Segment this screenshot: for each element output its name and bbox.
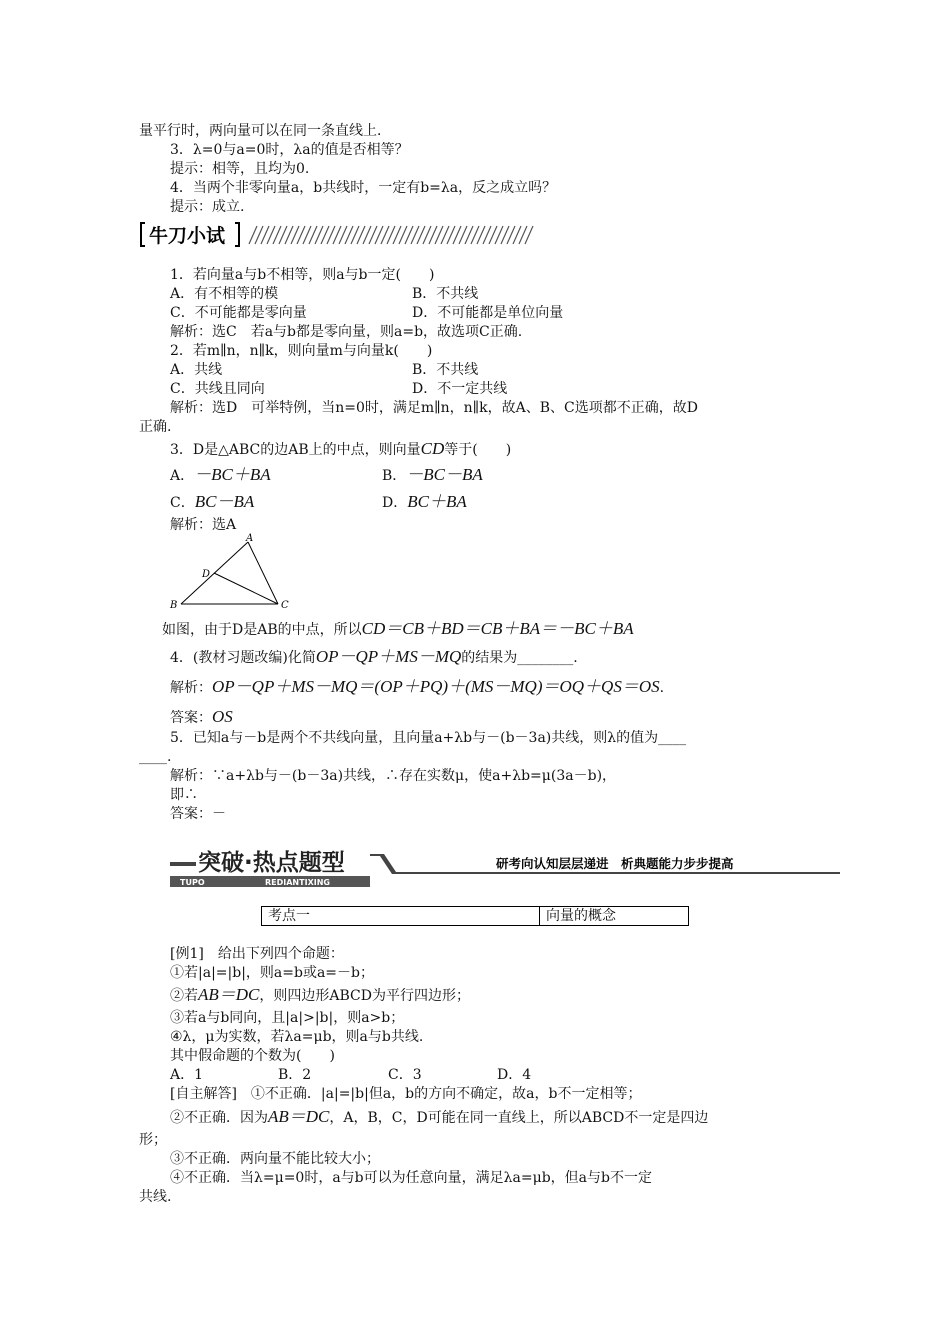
text-line: 提示：成立. [170, 199, 245, 215]
topic-name: 向量的概念 [540, 907, 689, 926]
solution-line: 共线. [139, 1189, 172, 1205]
question-stem: 其中假命题的个数为( ) [170, 1048, 335, 1064]
option-b: B．不共线 [412, 362, 479, 378]
option-label: D． [382, 495, 408, 511]
option-d: D．不一定共线 [412, 381, 508, 397]
explain-text: 如图，由于D是AB的中点，所以 [162, 622, 362, 638]
banner-pinyin: REDIANTIXING [265, 878, 330, 887]
vector-expr: CD [420, 439, 445, 458]
triangle-figure [168, 532, 298, 614]
proposition: ④λ，μ为实数，若λa=μb，则a与b共线. [170, 1029, 424, 1045]
answer-line: 解析：选D 可举特例，当n=0时，满足m∥n，n∥k，故A、B、C选项都不正确，故D [170, 400, 698, 416]
vector-expr: －BC＋BA [194, 465, 271, 484]
solution-text: ，A，B，C，D可能在同一直线上，所以ABCD不一定是四边 [329, 1110, 709, 1126]
stem-text: 等于( ) [444, 442, 512, 458]
text-line: 提示：相等，且均为0. [170, 161, 310, 177]
solution-line: [自主解答] ①不正确．|a|=|b|但a，b的方向不确定，故a，b不一定相等； [170, 1086, 642, 1102]
answer-label: 解析： [170, 680, 212, 696]
vector-expr: BC－BA [194, 492, 255, 511]
example-title: [例1] 给出下列四个命题： [170, 946, 344, 962]
vector-expr: OP－QP＋MS－MQ＝(OP＋PQ)＋(MS－MQ)＝OQ＋QS＝OS [212, 677, 660, 696]
vector-expr: －BC－BA [406, 465, 483, 484]
vector-expr: BC＋BA [407, 492, 467, 511]
proposition: ①若|a|=|b|，则a=b或a=－b； [170, 965, 374, 981]
text-line: 量平行时，两向量可以在同一条直线上． [139, 123, 391, 139]
option-d: D．4 [497, 1067, 532, 1083]
answer-line: 即∴ [170, 787, 198, 803]
question-stem [170, 648, 578, 667]
explanation-line [162, 620, 634, 639]
solution-line: 形； [139, 1132, 167, 1148]
option-label: C． [170, 495, 195, 511]
vertex-label-b: B [170, 600, 178, 611]
stem-text: 4．(教材习题改编)化简 [170, 650, 316, 666]
question-stem: ____. [139, 749, 172, 765]
solution-line [170, 1108, 708, 1127]
question-stem [170, 440, 511, 459]
option-d: D．不可能都是单位向量 [412, 305, 564, 321]
vector-expr: CD＝CB＋BD＝CB＋BA＝－BC＋BA [361, 619, 634, 638]
option-a: A．有不相等的模 [170, 286, 279, 302]
question-stem: 1．若向量a与b不相等，则a与b一定( ) [170, 267, 435, 283]
vertex-label-a: A [246, 533, 254, 544]
solution-line: ④不正确．当λ=μ=0时，a与b可以为任意向量，满足λa=μb，但a与b不一定 [170, 1170, 652, 1186]
answer-line [170, 678, 664, 697]
option-c: C．3 [388, 1067, 422, 1083]
option-b: B．不共线 [412, 286, 479, 302]
vertex-label-c: C [281, 600, 289, 611]
vertex-label-d: D [202, 569, 211, 580]
option-b [382, 466, 483, 485]
topic-index: 考点一 [262, 907, 540, 926]
section-banner-tupo [170, 846, 840, 888]
solution-line: ③不正确．两向量不能比较大小； [170, 1151, 380, 1167]
vector-expr: AB＝DC [268, 1107, 330, 1126]
stem-text: 3．D是△ABC的边AB上的中点，则向量 [170, 442, 421, 458]
text-line: 4．当两个非零向量a，b共线时，一定有b=λa，反之成立吗？ [170, 180, 557, 196]
answer-line: 解析：选C 若a与b都是零向量，则a=b，故选项C正确. [170, 324, 523, 340]
option-label: B． [382, 468, 407, 484]
vector-expr: OP－QP＋MS－MQ [315, 647, 462, 666]
proposition: ③若a与b同向，且|a|>|b|，则a>b； [170, 1010, 405, 1026]
answer-dot: . [659, 680, 665, 696]
option-a: A．共线 [170, 362, 223, 378]
option-label: A． [170, 468, 195, 484]
answer-line: 解析：∵a+λb与－(b－3a)共线，∴存在实数μ，使a+λb=μ(3a－b)， [170, 768, 617, 784]
answer-line: 解析：选A [170, 517, 237, 533]
question-stem: 5．已知a与－b是两个不共线向量，且向量a+λb与－(b－3a)共线，则λ的值为____ [170, 730, 687, 746]
option-c: C．不可能都是零向量 [170, 305, 307, 321]
question-stem: 2．若m∥n，n∥k，则向量m与向量k( ) [170, 343, 433, 359]
banner-pinyin: TUPO [180, 878, 205, 887]
text-line: 3．λ=0与a=0时，λa的值是否相等？ [170, 142, 409, 158]
option-d [382, 493, 467, 512]
option-c [170, 493, 254, 512]
option-a: A．1 [170, 1067, 204, 1083]
prop-text: ②若 [170, 988, 198, 1004]
section-banner-niudao [139, 220, 539, 250]
banner-title: 牛刀小试 [149, 225, 226, 247]
banner-slogan: 研考向认知层层递进 析典题能力步步提高 [496, 856, 734, 871]
option-b: B．2 [278, 1067, 312, 1083]
answer-line: 答案：－ [170, 806, 226, 822]
stem-text: 的结果为________. [461, 650, 578, 666]
answer-line: 正确. [139, 419, 172, 435]
option-c: C．共线且同向 [170, 381, 265, 397]
answer-label: 答案： [170, 710, 212, 726]
option-a [170, 466, 271, 485]
prop-text: ，则四边形ABCD为平行四边形； [259, 988, 470, 1004]
vector-expr: AB＝DC [198, 985, 260, 1004]
vector-expr: OS [212, 707, 233, 726]
answer-line [170, 708, 233, 727]
banner-title: 突破·热点题型 [198, 850, 345, 876]
topic-table [261, 906, 689, 926]
proposition [170, 986, 470, 1005]
solution-text: ②不正确．因为 [170, 1110, 268, 1126]
